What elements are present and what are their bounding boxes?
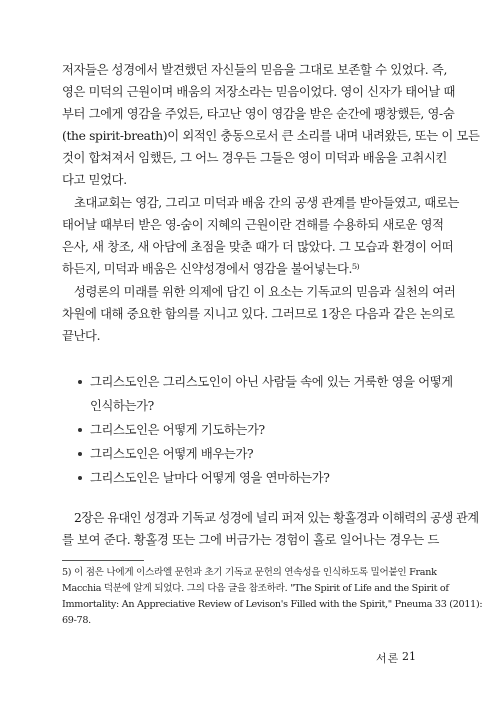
body-line: 태어날 때부터 받은 영-숨이 지혜의 근원이란 견해를 수용하되 새로운 영적 xyxy=(62,218,444,232)
page-number: 21 xyxy=(402,650,416,663)
body-line: 하든지, 미덕과 배움은 신약성경에서 영감을 불어넣는다.⁵⁾ xyxy=(62,262,360,276)
bullet-icon xyxy=(78,452,82,456)
list-item-text: 그리스도인은 어떻게 배우는가? xyxy=(90,447,254,461)
body-line: 2장은 유대인 성경과 기독교 성경에 널리 퍼져 있는 황홀경과 이해력의 공생 관계 xyxy=(74,511,479,525)
body-line: 성령론의 미래를 위한 의제에 담긴 이 요소는 기독교의 믿음과 실천의 여러 xyxy=(74,285,456,299)
body-line: 끝난다. xyxy=(62,329,101,343)
body-line: (the spirit-breath)이 외적인 충동으로서 큰 소리를 내며 내려왔든, 또는 이 모든 xyxy=(62,129,480,143)
body-line: 저자들은 성경에서 발견했던 자신들의 믿음을 그대로 보존할 수 있었다. 즉, xyxy=(62,63,448,77)
body-line: 은사, 새 창조, 새 아담에 초점을 맞춘 때가 더 많았다. 그 모습과 환경이 어떠 xyxy=(62,240,454,254)
bullet-icon xyxy=(78,476,82,480)
list-item xyxy=(78,467,418,489)
footnote-line: 69-78. xyxy=(62,615,91,626)
list-item-continuation: 인식하는가? xyxy=(90,399,154,413)
list-item xyxy=(78,443,418,465)
footnote-divider xyxy=(62,560,144,561)
list-item-text: 그리스도인은 어떻게 기도하는가? xyxy=(90,423,265,437)
body-line: 다고 믿었다. xyxy=(62,173,127,187)
bullet-icon xyxy=(78,380,82,384)
body-line: 를 보여 준다. 황홀경 또는 그에 버금가는 경험이 홀로 일어나는 경우는 드 xyxy=(62,533,440,547)
running-footer-title: 서론 xyxy=(376,652,400,665)
list-item-text: 그리스도인은 그리스도인이 아닌 사람들 속에 있는 거룩한 영을 어떻게 xyxy=(90,375,453,389)
bullet-icon xyxy=(78,428,82,432)
body-line: 영은 미덕의 근원이며 배움의 저장소라는 믿음이었다. 영이 신자가 태어날 때 xyxy=(62,85,455,99)
body-line: 초대교회는 영감, 그리고 미덕과 배움 간의 공생 관계를 받아들였고, 때로는 xyxy=(74,196,460,210)
footnote-line: 5) 이 점은 나에게 이스라엘 문헌과 초기 기독교 문헌의 연속성을 인식하도록 밀어붙인 Frank xyxy=(62,567,437,578)
list-item xyxy=(78,371,453,393)
body-line: 부터 그에게 영감을 주었든, 타고난 영이 영감을 받은 순간에 팽창했든, 영-숨 xyxy=(62,107,455,121)
body-line: 차원에 대해 중요한 함의를 지니고 있다. 그러므로 1장은 다음과 같은 논의로 xyxy=(62,307,455,321)
body-line: 것이 합쳐져서 임했든, 그 어느 경우든 그들은 영이 미덕과 배움을 고취시킨 xyxy=(62,151,448,165)
list-item xyxy=(78,419,418,441)
footnote-line: Macchia 덕분에 알게 되었다. 그의 다음 글을 참조하라. "The Spirit of Life and the Spirit of xyxy=(62,583,449,594)
footnote-line: Immortality: An Appreciative Review of Levison's Filled with the Spirit," Pneuma 33 (2011): xyxy=(62,599,482,610)
list-item-text: 그리스도인은 날마다 어떻게 영을 연마하는가? xyxy=(90,471,330,485)
